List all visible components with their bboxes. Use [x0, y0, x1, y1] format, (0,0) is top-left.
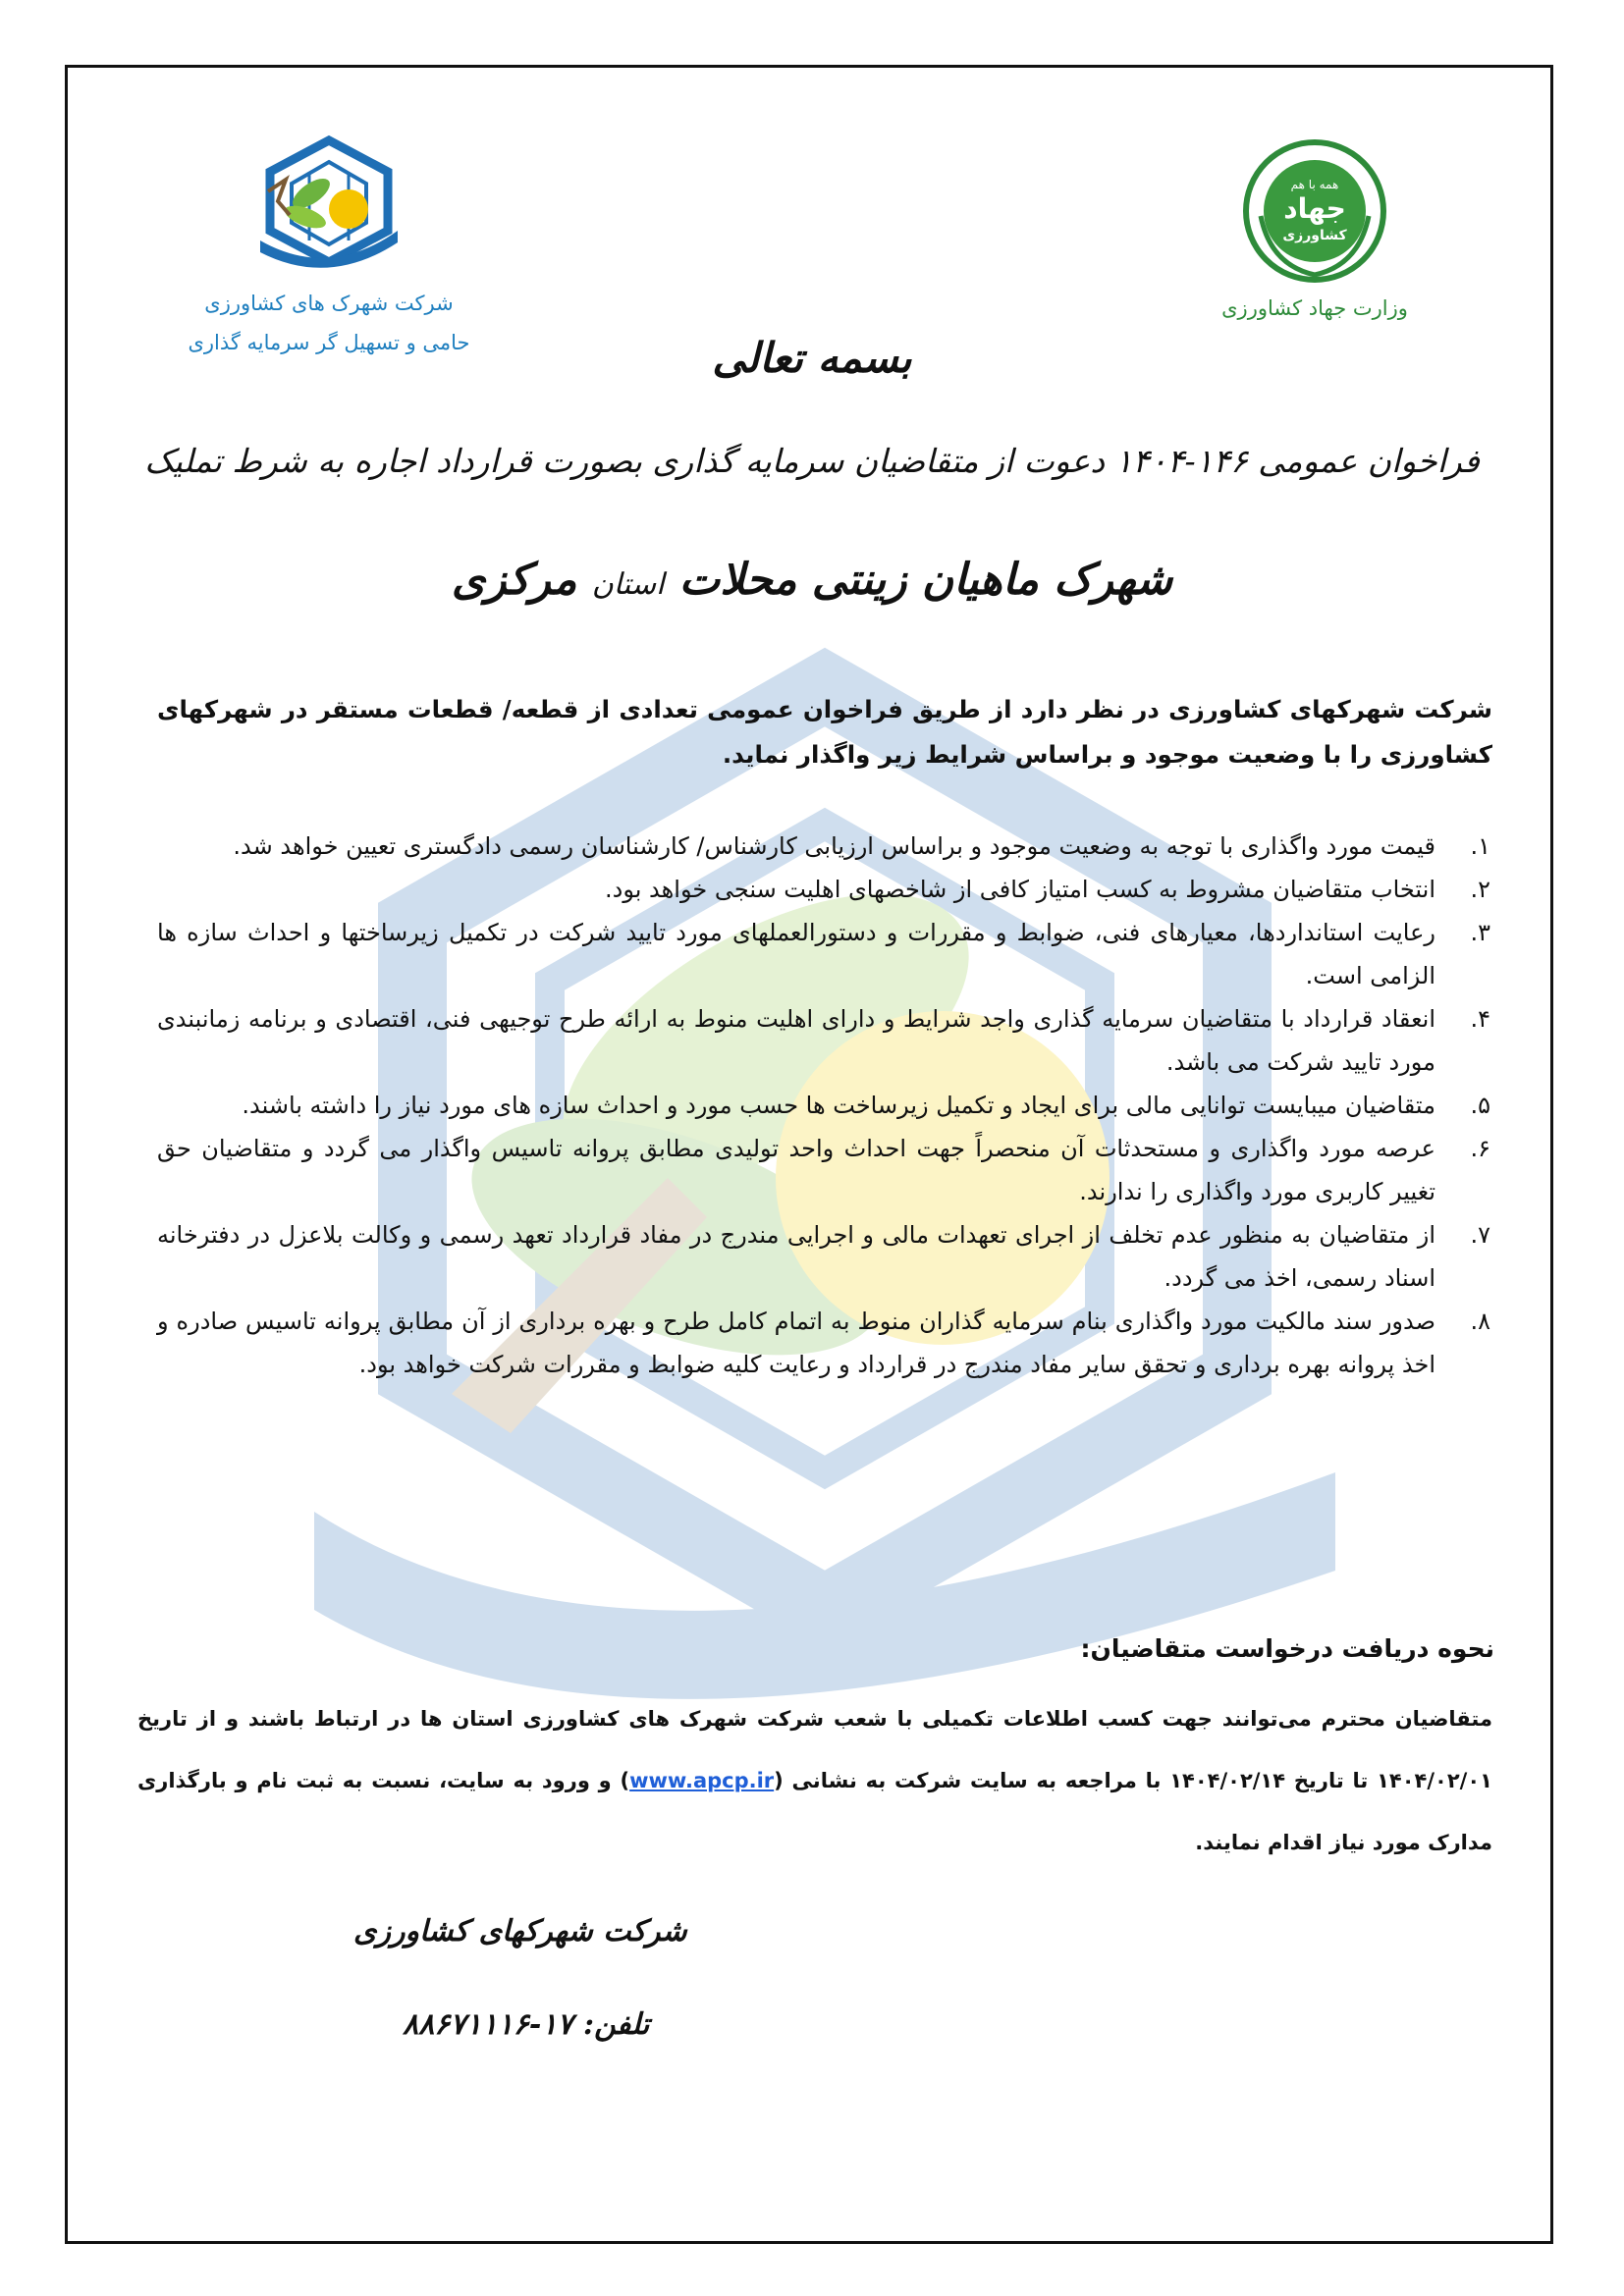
condition-text: رعایت استانداردها، معیارهای فنی، ضوابط و مقررات و دستورالعملهای مورد تایید شرکت در تکمیل زیرساختها و احداث سازه ها الزامی است. [157, 919, 1435, 989]
condition-text: انعقاد قرارداد با متقاضیان سرمایه گذاری واجد شرایط و دارای اهلیت منوط به ارائه طرح توجیهی فنی، اقتصادی و برنامه زمانبندی مورد تایید شرکت می باشد. [157, 1005, 1435, 1076]
left-logo-caption-2: حامی و تسهیل گر سرمایه گذاری [188, 331, 470, 354]
ministry-logo [1202, 137, 1428, 328]
condition-item [157, 1127, 1490, 1213]
condition-number: ۴. [1470, 1005, 1490, 1033]
subtitle-main: شهرک ماهیان زینتی محلات [678, 555, 1173, 605]
announcement-subtitle [0, 555, 1624, 605]
condition-number: ۲. [1470, 876, 1490, 903]
condition-item [157, 911, 1490, 997]
badge-top-text: همه با هم [1290, 178, 1339, 191]
badge-main-text: جهاد [1283, 192, 1346, 225]
agricultural-parks-logo-icon [250, 133, 407, 280]
condition-text: صدور سند مالکیت مورد واگذاری بنام سرمایه گذاران منوط به اتمام کامل طرح و بهره برداری از آن مطابق پروانه تاسیس صادره و اخذ پروانه بهره برداری و تحقق سایر مفاد مندرج در قرارداد و رعایت کلیه ضوابط و مقررات شرکت خواهد بود. [157, 1308, 1435, 1378]
application-method-heading: نحوه دریافت درخواست متقاضیان: [1080, 1634, 1494, 1663]
badge-sub-text: کشاورزی [1282, 228, 1347, 243]
condition-item [157, 1300, 1490, 1386]
condition-text: از متقاضیان به منظور عدم تخلف از اجرای تعهدات مالی و اجرایی مندرج در مفاد قرارداد تعهد رسمی و وکالت بلاعزل در دفترخانه اسناد رسمی، اخذ می گردد. [157, 1221, 1435, 1292]
application-text-before: متقاضیان محترم می‌توانند جهت کسب اطلاعات تکمیلی با شعب شرکت شهرک های کشاورزی استان ها در ارتباط باشند و از تاریخ ۱۴۰۴/۰۲/۰۱ تا تاریخ ۱۴۰۴/۰۲/۱۴ با مراجعه به سایت شرکت به نشانی ( [137, 1707, 1492, 1792]
signature-company: شرکت شهرکهای کشاورزی [353, 1914, 687, 1949]
condition-item [157, 868, 1490, 911]
condition-number: ۷. [1470, 1221, 1490, 1249]
condition-item [157, 997, 1490, 1084]
condition-number: ۵. [1470, 1092, 1490, 1119]
application-text-after: ) و ورود به سایت، نسبت به ثبت نام و بارگذاری مدارک مورد نیاز اقدام نمایند. [137, 1769, 1492, 1854]
application-method-paragraph [137, 1688, 1492, 1874]
condition-text: متقاضیان میبایست توانایی مالی برای ایجاد و تکمیل زیرساخت ها حسب مورد و احداث سازه های مورد نیاز را داشته باشند. [242, 1092, 1435, 1119]
intro-paragraph: شرکت شهرکهای کشاورزی در نظر دارد از طریق فراخوان عمومی تعدادی از قطعه/ قطعات مستقر در شهرکهای کشاورزی را با وضعیت موجود و براساس شرایط زیر واگذار نماید. [157, 695, 1492, 769]
subtitle-province-word: استان [591, 567, 665, 602]
website-link[interactable]: www.apcp.ir [629, 1769, 775, 1792]
condition-number: ۸. [1470, 1308, 1490, 1335]
condition-number: ۱. [1470, 832, 1490, 860]
right-logo-caption: وزارت جهاد کشاورزی [1221, 296, 1408, 320]
condition-number: ۶. [1470, 1135, 1490, 1162]
bismillah-heading: بسمه تعالی [712, 334, 912, 382]
jahad-keshavarzi-badge-icon [1241, 137, 1388, 285]
company-logo [167, 133, 491, 362]
condition-text: انتخاب متقاضیان مشروط به کسب امتیاز کافی از شاخصهای اهلیت سنجی خواهد بود. [605, 876, 1435, 903]
condition-text: قیمت مورد واگذاری با توجه به وضعیت موجود و براساس ارزیابی کارشناس/ کارشناسان رسمی دادگستری تعیین خواهد شد. [233, 832, 1435, 860]
condition-number: ۳. [1470, 919, 1490, 946]
conditions-list [157, 825, 1490, 1386]
condition-text: عرصه مورد واگذاری و مستحدثات آن منحصراً جهت احداث واحد تولیدی مطابق پروانه تاسیس واگذار می گردد و متقاضیان حق تغییر کاربری مورد واگذاری را ندارند. [157, 1135, 1435, 1205]
contact-phone: تلفن: ۱۷-۸۸۶۷۱۱۱۶ [403, 2007, 650, 2042]
subtitle-province: مرکزی [451, 555, 577, 605]
left-logo-caption-1: شرکت شهرک های کشاورزی [204, 292, 454, 315]
announcement-title: فراخوان عمومی ۱۴۶-۱۴۰۴ دعوت از متقاضیان سرمایه گذاری بصورت قرارداد اجاره به شرط تملیک [144, 442, 1480, 480]
condition-item [157, 825, 1490, 868]
condition-item [157, 1084, 1490, 1127]
condition-item [157, 1213, 1490, 1300]
